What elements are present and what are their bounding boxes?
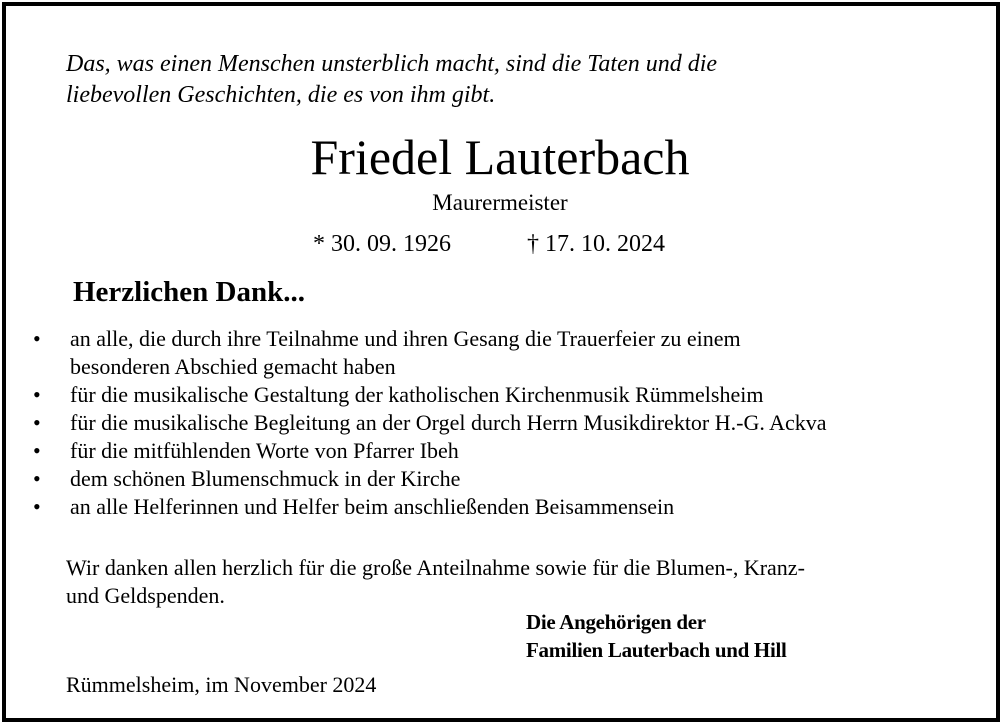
list-item [0, 409, 1000, 437]
list-item-text: für die mitfühlenden Worte von Pfarrer Ibeh [70, 438, 459, 463]
quote-line: liebevollen Geschichten, die es von ihm gibt. [66, 82, 496, 108]
list-item [0, 437, 1000, 465]
closing-line: Wir danken allen herzlich für die große Anteilnahme sowie für die Blumen-, Kranz- [66, 555, 805, 580]
bullet-icon: • [33, 382, 41, 407]
list-item-text: für die musikalische Begleitung an der Orgel durch Herrn Musikdirektor H.-G. Ackva [70, 410, 827, 435]
list-item [0, 381, 1000, 409]
list-item-text: an alle, die durch ihre Teilnahme und ihren Gesang die Trauerfeier zu einem [70, 326, 741, 351]
deceased-name: Friedel Lauterbach [310, 129, 690, 185]
closing-line: und Geldspenden. [66, 583, 225, 608]
list-item [0, 493, 1000, 521]
bullet-icon: • [33, 494, 41, 519]
bullet-icon: • [33, 410, 41, 435]
list-item-text: dem schönen Blumenschmuck in der Kirche [70, 466, 461, 491]
list-item-text: für die musikalische Gestaltung der katholischen Kirchenmusik Rümmelsheim [70, 382, 764, 407]
death-date: † 17. 10. 2024 [527, 231, 665, 257]
list-item [0, 465, 1000, 493]
list-item-text: besonderen Abschied gemacht haben [70, 354, 396, 379]
list-item-text: an alle Helferinnen und Helfer beim anschließenden Beisammensein [70, 494, 675, 519]
quote-line: Das, was einen Menschen unsterblich macht, sind die Taten und die [66, 51, 718, 77]
list-item [0, 325, 1000, 381]
deceased-profession: Maurermeister [432, 190, 568, 215]
birth-date: * 30. 09. 1926 [313, 231, 451, 257]
thanks-list [0, 325, 1000, 521]
signature-line: Die Angehörigen der [526, 610, 706, 634]
bullet-icon: • [33, 438, 41, 463]
closing-text [66, 554, 936, 610]
memorial-quote [66, 49, 946, 111]
signature-line: Familien Lauterbach und Hill [526, 638, 787, 662]
bullet-icon: • [33, 466, 41, 491]
family-signature [526, 608, 787, 664]
thanks-heading: Herzlichen Dank... [73, 276, 305, 308]
bullet-icon: • [33, 326, 41, 351]
place-and-date: Rümmelsheim, im November 2024 [66, 672, 377, 697]
